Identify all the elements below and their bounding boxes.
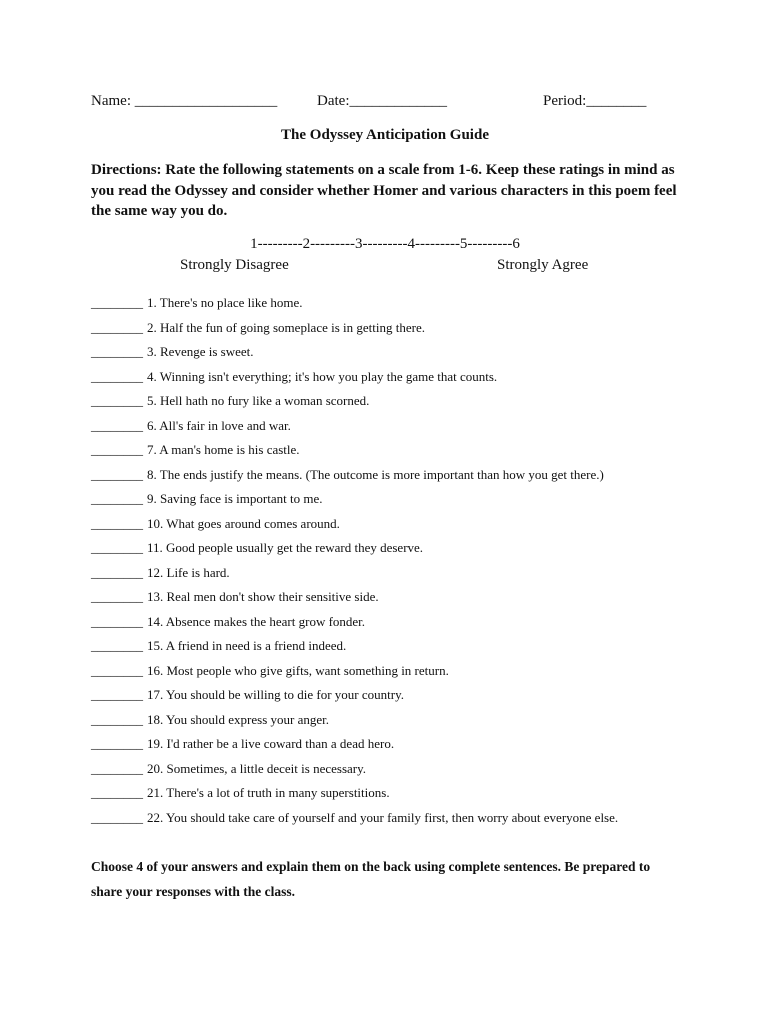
statement-item (91, 539, 731, 564)
statement-text: 14. Absence makes the heart grow fonder. (147, 613, 366, 629)
statement-text: 16. Most people who give gifts, want something in return. (147, 662, 449, 678)
statement-text: 21. There's a lot of truth in many superstitions. (147, 785, 390, 800)
statement-item (91, 441, 731, 466)
statement-item (91, 809, 731, 834)
rating-blank: ________ (91, 515, 143, 531)
statement-item (91, 490, 731, 515)
rating-blank: ________ (91, 736, 143, 751)
statement-item (91, 613, 731, 638)
statement-list (91, 294, 731, 833)
statement-text: 8. The ends justify the means. (The outcome is more important than how you get there.) (147, 466, 604, 482)
statement-item (91, 686, 731, 711)
page-title: The Odyssey Anticipation Guide (281, 127, 489, 143)
statement-text: 11. Good people usually get the reward they deserve. (147, 540, 424, 555)
statement-item (91, 368, 731, 393)
rating-blank: ________ (91, 442, 143, 457)
statement-text: 10. What goes around comes around. (147, 515, 340, 531)
statement-text: 4. Winning isn't everything; it's how you play the game that counts. (147, 368, 498, 384)
rating-scale-line: 1---------2---------3---------4---------5---------6 (250, 236, 520, 252)
statement-text: 6. All's fair in love and war. (147, 417, 291, 433)
rating-blank: ________ (91, 295, 143, 310)
header-row (91, 93, 691, 113)
rating-blank: ________ (91, 368, 143, 384)
statement-item (91, 564, 731, 589)
statement-item (91, 760, 731, 785)
rating-blank: ________ (91, 319, 143, 335)
rating-blank: ________ (91, 540, 143, 555)
rating-blank: ________ (91, 491, 143, 506)
statement-item (91, 588, 731, 613)
rating-blank: ________ (91, 344, 143, 359)
statement-text: 5. Hell hath no fury like a woman scorned. (147, 393, 370, 408)
rating-blank: ________ (91, 417, 143, 433)
statement-text: 12. Life is hard. (147, 564, 230, 580)
statement-text: 1. There's no place like home. (147, 295, 303, 310)
statement-item (91, 417, 731, 442)
statement-text: 7. A man's home is his castle. (147, 442, 300, 457)
statement-text: 2. Half the fun of going someplace is in getting there. (147, 319, 425, 335)
scale-right-label: Strongly Agree (497, 257, 589, 273)
statement-item (91, 711, 731, 736)
date-field-label: Date:_____________ (317, 93, 447, 109)
rating-blank: ________ (91, 466, 143, 482)
statement-text: 13. Real men don't show their sensitive side. (147, 589, 379, 604)
statement-text: 22. You should take care of yourself and your family first, then worry about everyone else. (147, 809, 619, 825)
directions-paragraph: Directions: Rate the following statements on a scale from 1-6. Keep these ratings in mind as you read the Odyssey and consider whether Homer and various characters in this poem feel the same way you do. (91, 162, 677, 219)
statement-item (91, 294, 731, 319)
rating-blank: ________ (91, 760, 143, 776)
rating-blank: ________ (91, 662, 143, 678)
rating-blank: ________ (91, 638, 143, 653)
rating-blank: ________ (91, 711, 143, 727)
rating-blank: ________ (91, 589, 143, 604)
rating-blank: ________ (91, 687, 143, 702)
statement-text: 19. I'd rather be a live coward than a dead hero. (147, 736, 395, 751)
statement-item (91, 735, 731, 760)
rating-scale (0, 236, 770, 253)
statement-item (91, 662, 731, 687)
statement-item (91, 515, 731, 540)
statement-item (91, 637, 731, 662)
statement-text: 15. A friend in need is a friend indeed. (147, 638, 347, 653)
statement-text: 3. Revenge is sweet. (147, 344, 254, 359)
statement-item (91, 392, 731, 417)
scale-left-label: Strongly Disagree (180, 257, 289, 273)
rating-blank: ________ (91, 564, 143, 580)
statement-text: 20. Sometimes, a little deceit is necessary. (147, 760, 367, 776)
name-field-label: Name: ___________________ (91, 93, 278, 109)
statement-item (91, 784, 731, 809)
statement-item (91, 319, 731, 344)
rating-blank: ________ (91, 613, 143, 629)
rating-blank: ________ (91, 785, 143, 800)
rating-blank: ________ (91, 393, 143, 408)
period-field-label: Period:________ (543, 93, 647, 109)
rating-blank: ________ (91, 809, 143, 825)
statement-item (91, 343, 731, 368)
statement-text: 18. You should express your anger. (147, 711, 329, 727)
statement-text: 17. You should be willing to die for your country. (147, 687, 404, 702)
statement-item (91, 466, 731, 491)
closing-instructions: Choose 4 of your answers and explain them on the back using complete sentences. Be prepared to share your responses with the class. (91, 859, 651, 899)
statement-text: 9. Saving face is important to me. (147, 491, 323, 506)
